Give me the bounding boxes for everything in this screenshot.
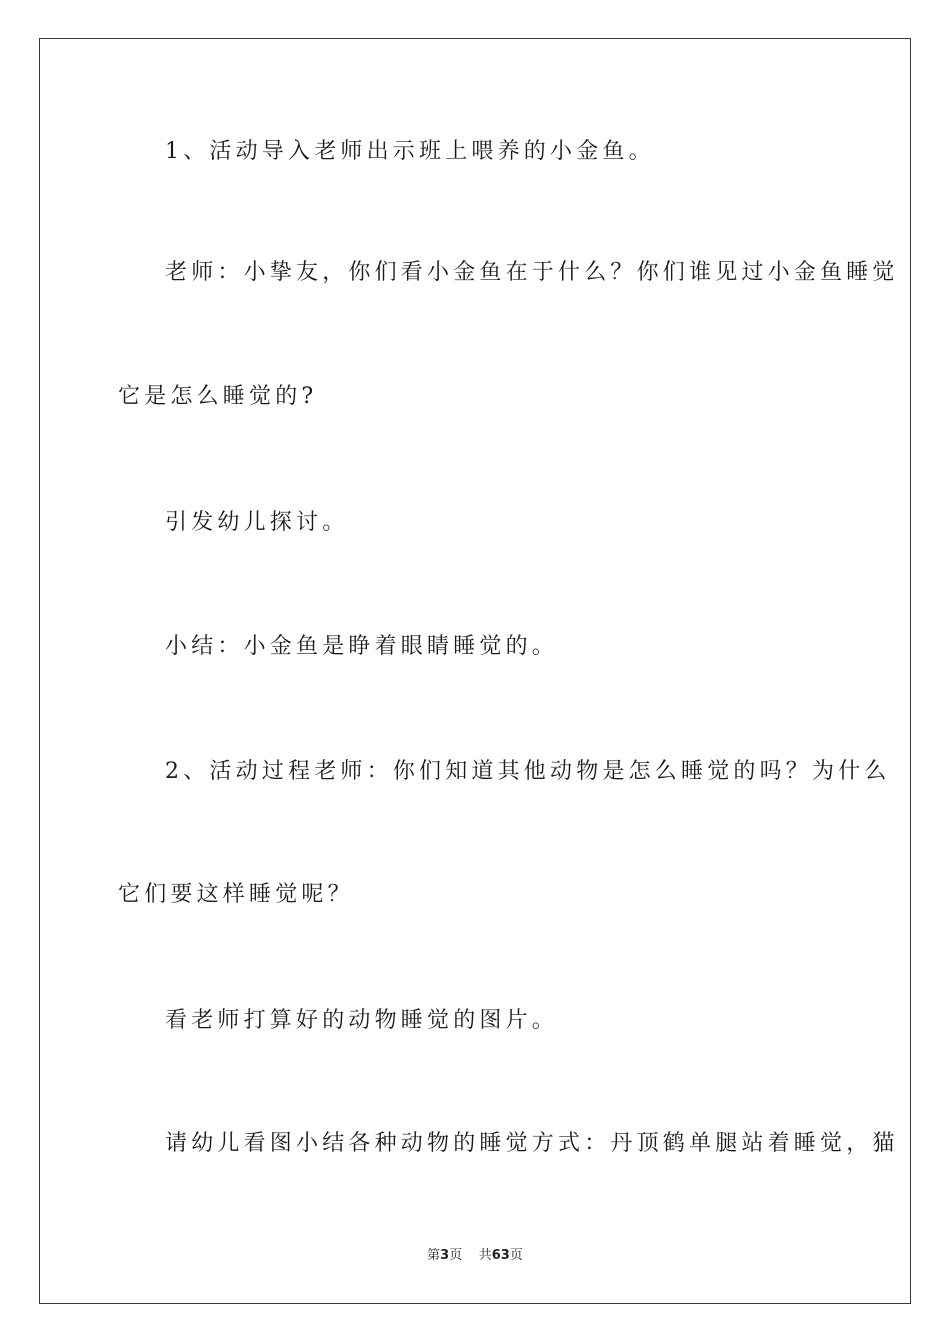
paragraph-line: 它是怎么睡觉的?: [118, 384, 318, 409]
paragraph-line: 引发幼儿探讨。: [165, 510, 349, 535]
total-pages: 63: [491, 1248, 510, 1263]
page-label-suffix: 页: [449, 1248, 463, 1263]
paragraph-line: 请幼儿看图小结各种动物的睡觉方式：丹顶鹤单腿站着睡觉，猫: [165, 1131, 899, 1156]
paragraph-line: 1、活动导入老师出示班上喂养的小金鱼。: [165, 139, 655, 164]
page-border: [39, 38, 911, 1304]
page-number: 3: [440, 1248, 450, 1263]
paragraph-line: 它们要这样睡觉呢？: [118, 882, 354, 907]
page-footer: [0, 1248, 950, 1264]
paragraph-line: 小结：小金鱼是睁着眼睛睡觉的。: [165, 634, 559, 659]
paragraph-line: 2、活动过程老师：你们知道其他动物是怎么睡觉的吗？为什么: [165, 759, 891, 784]
page-label-prefix: 第: [427, 1248, 441, 1263]
paragraph-line: 看老师打算好的动物睡觉的图片。: [165, 1008, 559, 1033]
paragraph-line: 老师：小挚友，你们看小金鱼在于什么？你们谁见过小金鱼睡觉: [165, 260, 899, 285]
total-label-prefix: 共: [478, 1248, 492, 1263]
total-label-suffix: 页: [509, 1248, 523, 1263]
